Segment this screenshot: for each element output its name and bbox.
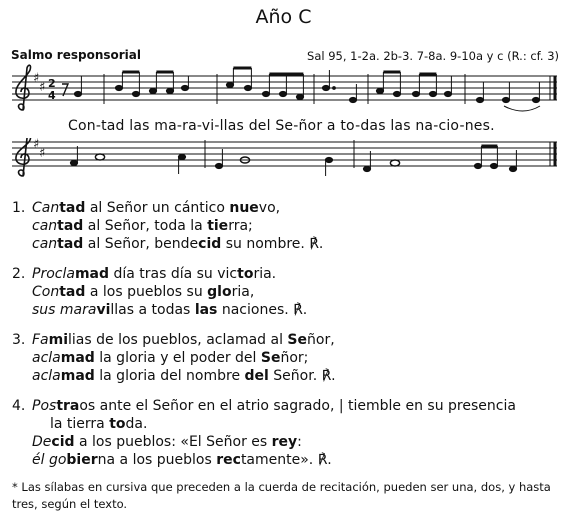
- psalm-tone-staff: [8, 138, 561, 184]
- verse-segment: a los pueblos: «El Señor es: [74, 434, 272, 450]
- verse-segment: mad: [60, 368, 95, 384]
- verse-segment: rra;: [228, 218, 253, 234]
- verse-segment: rey: [271, 434, 298, 450]
- section-heading: Salmo responsorial: [11, 48, 141, 62]
- verse-segment: naciones. ℟.: [217, 302, 308, 318]
- verse-line: [12, 415, 560, 433]
- verse-line: [12, 235, 560, 253]
- verse-line: [12, 283, 560, 301]
- verse-segment: tie: [207, 218, 229, 234]
- verse-segment: nue: [229, 200, 259, 216]
- verse-segment: tad: [57, 218, 84, 234]
- verse-segment: tra: [56, 398, 80, 414]
- stanza: [12, 265, 560, 319]
- verse-segment: :: [297, 434, 302, 450]
- verse-segment: ñor;: [280, 350, 309, 366]
- stanza: [12, 397, 560, 469]
- verse-line: [12, 265, 560, 283]
- verse-segment: na a los pueblos: [97, 452, 217, 468]
- verse-segment: la gloria y el poder del: [94, 350, 261, 366]
- verse-segment: ñor,: [307, 332, 335, 348]
- verse-segment: tad: [57, 236, 84, 252]
- verse-segment: Con: [32, 284, 60, 300]
- refrain-staff: [8, 62, 561, 118]
- svg-text:♯: ♯: [33, 71, 40, 86]
- verse-segment: su nombre. ℟.: [221, 236, 324, 252]
- verse-line: [12, 433, 560, 451]
- verse-segment: sus mara: [32, 302, 97, 318]
- verse-segment: Se: [260, 350, 281, 366]
- verse-segment: la gloria del nombre: [94, 368, 245, 384]
- verse-segment: al Señor, bende: [83, 236, 199, 252]
- svg-text:4: 4: [48, 89, 56, 102]
- verse-line: [12, 199, 560, 217]
- svg-text:2: 2: [48, 77, 56, 90]
- verse-segment: bier: [66, 452, 98, 468]
- verse-segment: vi: [96, 302, 111, 318]
- verse-segment: can: [32, 218, 58, 234]
- refrain-lyrics: Con-tad las ma-ra-vi-llas del Se-ñor a to-das las na-cio-nes.: [68, 118, 495, 134]
- verse-segment: del: [244, 368, 269, 384]
- verse-segment: tad: [59, 200, 86, 216]
- verse-segment: mad: [60, 350, 95, 366]
- verse-segment: mi: [48, 332, 69, 348]
- verse-segment: lias de los pueblos, aclamad al: [68, 332, 288, 348]
- verse-segment: Procla: [32, 266, 75, 282]
- verse-segment: ria.: [253, 266, 277, 282]
- verse-segment: os ante el Señor en el atrio sagrado, | tiemble en su presencia: [79, 398, 516, 414]
- verse-segment: da.: [125, 416, 148, 432]
- psalm-reference: Sal 95, 1-2a. 2b-3. 7-8a. 9-10a y c (R.: cf. 3): [307, 49, 559, 63]
- svg-text:♯: ♯: [39, 80, 46, 95]
- verse-segment: Se: [287, 332, 307, 348]
- verse-segment: la tierra: [50, 416, 110, 432]
- verse-segment: acla: [32, 350, 61, 366]
- verse-segment: cid: [51, 434, 75, 450]
- verse-segment: tamente». ℟.: [240, 452, 332, 468]
- verse-line: [12, 331, 560, 349]
- verse-segment: tad: [59, 284, 86, 300]
- verse-line: [12, 301, 560, 319]
- svg-text:♯: ♯: [39, 146, 46, 161]
- verse-segment: día tras día su vic: [109, 266, 238, 282]
- stanza-number: 1.: [12, 200, 26, 216]
- verse-segment: Señor. ℟.: [268, 368, 336, 384]
- verse-segment: al Señor un cántico: [85, 200, 230, 216]
- treble-clef-icon: [16, 138, 31, 176]
- stanza: [12, 331, 560, 385]
- svg-text:♯: ♯: [33, 138, 40, 152]
- psalm-stanzas: [12, 199, 560, 481]
- verse-line: [12, 397, 560, 415]
- stanza: [12, 199, 560, 253]
- verse-line: [12, 367, 560, 385]
- verse-segment: glo: [207, 284, 232, 300]
- verse-segment: cid: [198, 236, 222, 252]
- verse-line: [12, 349, 560, 367]
- verse-segment: Can: [32, 200, 60, 216]
- verse-segment: can: [32, 236, 58, 252]
- stanza-number: 2.: [12, 266, 26, 282]
- verse-segment: él go: [32, 452, 67, 468]
- stanza-number: 3.: [12, 332, 26, 348]
- verse-line: [12, 217, 560, 235]
- verse-segment: to: [109, 416, 126, 432]
- verse-segment: al Señor, toda la: [83, 218, 208, 234]
- verse-segment: De: [32, 434, 52, 450]
- verse-segment: vo,: [258, 200, 281, 216]
- verse-segment: llas a todas: [110, 302, 195, 318]
- verse-segment: las: [194, 302, 218, 318]
- footnote: * Las sílabas en cursiva que preceden a la cuerda de recitación, pueden ser una, dos, y hasta tres, según el texto.: [12, 480, 551, 511]
- verse-line: [12, 451, 560, 469]
- verse-segment: to: [237, 266, 254, 282]
- stanza-number: 4.: [12, 398, 26, 414]
- verse-segment: Pos: [32, 398, 57, 414]
- verse-segment: acla: [32, 368, 61, 384]
- verse-segment: Fa: [32, 332, 49, 348]
- verse-segment: mad: [74, 266, 109, 282]
- page-title: Año C: [255, 6, 312, 28]
- verse-segment: rec: [216, 452, 241, 468]
- verse-segment: ria,: [231, 284, 255, 300]
- verse-segment: a los pueblos su: [85, 284, 208, 300]
